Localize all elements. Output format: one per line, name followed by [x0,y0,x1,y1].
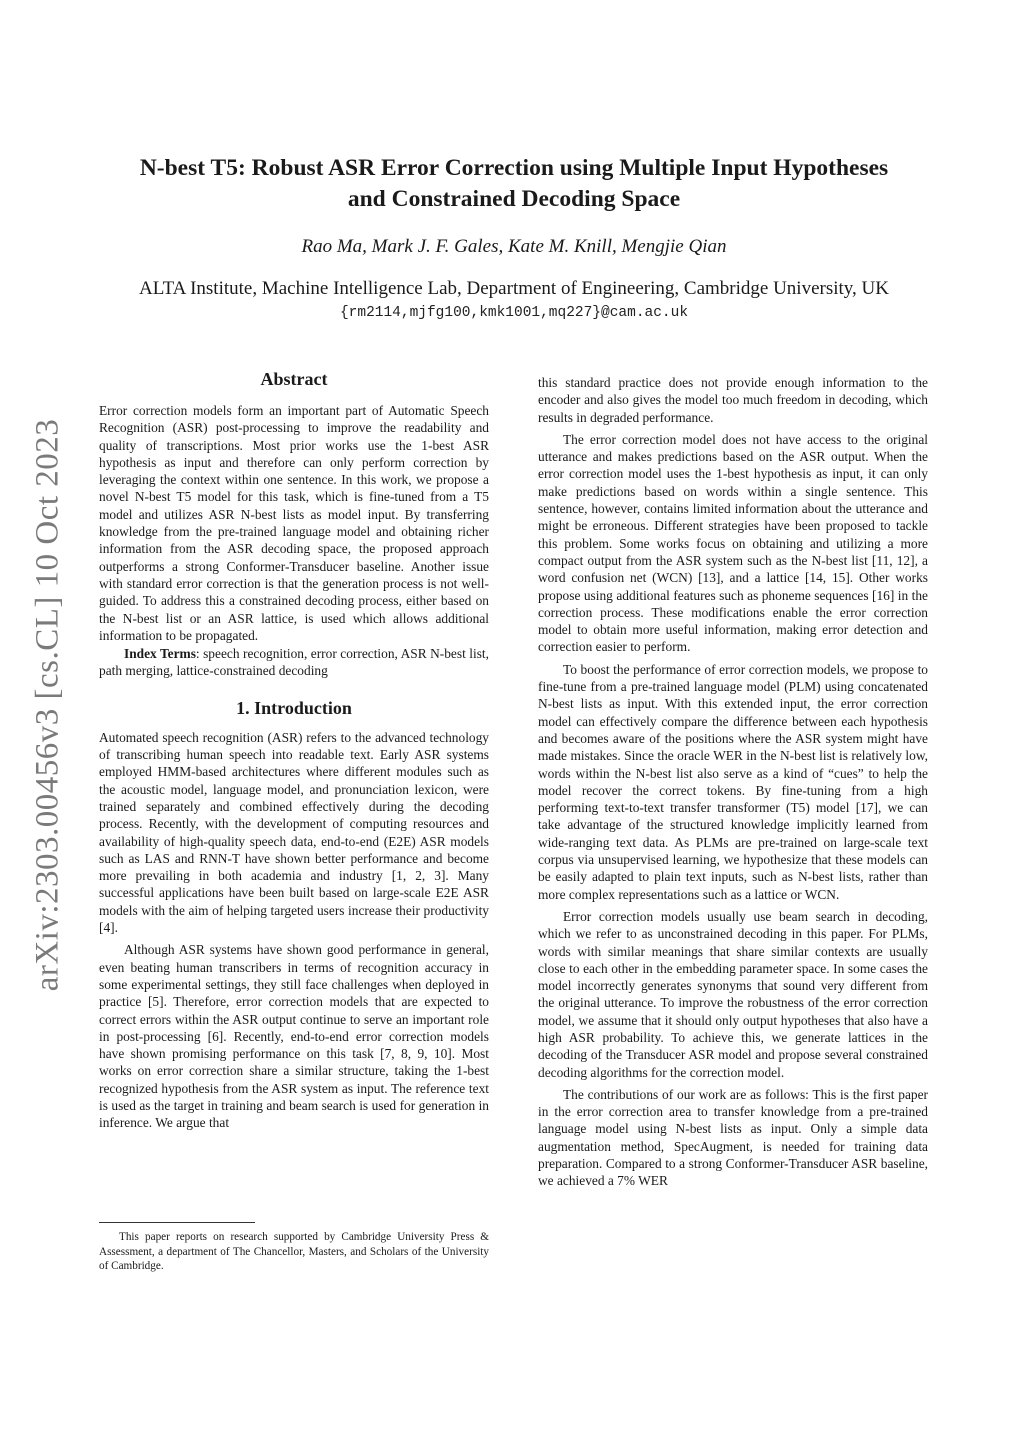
right-column [538,374,928,1190]
intro-paragraph-3: The error correction model does not have access to the original utterance and makes predictions based on the ASR output. When the error correction model uses the 1-best hypothesis as input, it can only make predictions based on words within a single sentence. This sentence, however, contains limited information about the utterance and might be erroneous. Different strategies have been proposed to tackle this problem. Some works focus on obtaining and utilizing a more compact output from the ASR system such as the N-best list [11, 12], a word confusion net (WCN) [13], and a lattice [14, 15]. Other works propose using additional features such as phoneme sequences [16] in the correction process. These modifications enable the error correction model to obtain more useful information, making error detection and correction easier to perform. [538,431,928,655]
intro-paragraph-2: Although ASR systems have shown good performance in general, even beating human transcribers in terms of recognition accuracy in some experimental settings, they still face challenges when deployed in practice [5]. Therefore, error correction models that are expected to correct errors within the ASR output continue to serve an important role in post-processing [6]. Recently, end-to-end error correction models have shown promising performance on this task [7, 8, 9, 10]. Most works on error correction share a similar structure, taking the 1-best recognized hypothesis from the ASR system as input. The reference text is used as the target in training and beam search is used for generation in inference. We argue that [99,942,489,1131]
author-list: Rao Ma, Mark J. F. Gales, Kate M. Knill, Mengjie Qian [301,236,727,257]
arxiv-identifier: arXiv:2303.00456v3 [cs.CL] 10 Oct 2023 [29,418,66,992]
index-terms [99,645,489,680]
abstract-text: Error correction models form an important part of Automatic Speech Recognition (ASR) post-processing to improve the readability and quality of transcriptions. Most prior works use the 1-best ASR hypothesis as input and therefore can only perform correction by leveraging the context within one sentence. In this work, we propose a novel N-best T5 model for this task, which is fine-tuned from a T5 model and utilizes ASR N-best lists as model input. By transferring knowledge from the pre-trained language model and obtaining richer information from the ASR decoding space, the proposed approach outperforms a strong Conformer-Transducer baseline. Another issue with standard error correction is that the generation process is not well-guided. To address this a constrained decoding process, either based on the N-best list or an ASR lattice, is used which allows additional information to be propagated. [99,403,489,643]
index-terms-list: : speech recognition, error correction, ASR N-best list, path merging, lattice-constrained decoding [99,646,489,679]
title-line-2: and Constrained Decoding Space [347,186,681,212]
intro-paragraph-5: Error correction models usually use beam search in decoding, which we refer to as unconstrained decoding in this paper. For PLMs, words with similar meanings that share similar contexts are usually close to each other in the embedding parameter space. In some cases the model incorrectly generates synonyms that sound very different from the original utterance. To improve the robustness of the error correction model, we assume that it should only output hypotheses that also have a high ASR probability. To achieve this, we generate lattices in the decoding of the Transducer ASR model and propose several constrained decoding algorithms for the correction model. [538,908,928,1080]
footnote: This paper reports on research supported by Cambridge University Press & Assessment, a department of The Chancellor, Masters, and Scholars of the University of Cambridge. [99,1231,489,1273]
paper-title [100,153,928,215]
index-terms-label: Index Terms [124,646,196,662]
author-emails: {rm2114,mjfg100,kmk1001,mq227}@cam.ac.uk [339,305,689,321]
title-line-1: N-best T5: Robust ASR Error Correction using Multiple Input Hypotheses [139,155,889,181]
intro-paragraph-1: Automated speech recognition (ASR) refers to the advanced technology of transcribing human speech into readable text. Early ASR systems employed HMM-based architectures where different modules such as the acoustic model, language model, and pronunciation lexicon, were trained separately and combined effectively during the decoding process. Recently, with the development of computing resources and availability of high-quality speech data, end-to-end (E2E) ASR models such as LAS and RNN-T have shown better performance and become more prevailing in both academia and industry [1, 2, 3]. Many successful applications have been built based on large-scale E2E ASR models with the aim of helping targeted users increase their productivity [4]. [99,729,489,936]
affiliation: ALTA Institute, Machine Intelligence Lab, Department of Engineering, Cambridge University, UK [138,278,889,299]
introduction-heading: 1. Introduction [236,697,352,718]
abstract-heading: Abstract [260,369,328,389]
intro-paragraph-4: To boost the performance of error correction models, we propose to fine-tune from a pre-trained language model (PLM) using concatenated N-best lists as input. With this extended input, the error correction model can effectively compare the difference between each hypothesis and becomes aware of the positions where the ASR system might have made mistakes. Since the oracle WER in the N-best list is relatively low, words within the N-best list also serve as a kind of “cues” to help the model recover the correct tokens. By fine-tuning from a high performing text-to-text transfer transformer (T5) model [17], we can take advantage of the structured knowledge implicitly learned from wide-ranging text data. As PLMs are pre-trained on large-scale text corpus via unsupervised learning, we hypothesize that these models can be easily adapted to plain text inputs, such as N-best lists, rather than more complex representations such as a lattice or WCN. [538,661,928,902]
left-column [99,368,489,1132]
footnote-divider [99,1222,255,1223]
intro-paragraph-2-continued: this standard practice does not provide enough information to the encoder and also gives the model too much freedom in decoding, which results in degraded performance. [538,375,928,425]
intro-paragraph-6: The contributions of our work are as follows: This is the first paper in the error correction area to transfer knowledge from a pre-trained language model using N-best lists as input. Only a simple data augmentation method, SpecAugment, is needed for training data preparation. Compared to a strong Conformer-Transducer ASR baseline, we achieved a 7% WER [538,1086,928,1189]
